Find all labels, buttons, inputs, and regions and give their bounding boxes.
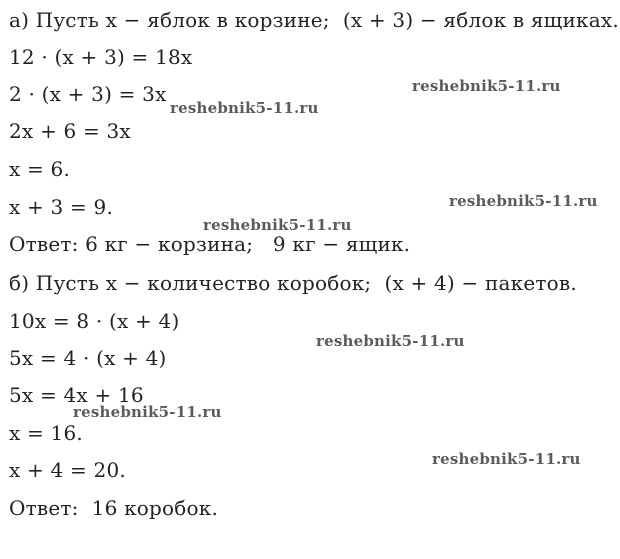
part-b-step-2: 5x = 4 · (x + 4) (9, 346, 167, 370)
part-b-step-4: x = 16. (9, 421, 83, 445)
watermark: reshebnik5-11.ru (170, 99, 319, 117)
part-a-intro: а) Пусть x − яблок в корзине; (x + 3) − яблок в ящиках. (9, 8, 619, 32)
part-b-step-1: 10x = 8 · (x + 4) (9, 309, 180, 333)
part-a-step-5: x + 3 = 9. (9, 195, 114, 219)
part-b-intro: б) Пусть x − количество коробок; (x + 4) − пакетов. (9, 271, 577, 295)
part-a-step-2: 2 · (x + 3) = 3x (9, 82, 167, 106)
watermark: reshebnik5-11.ru (449, 192, 598, 210)
watermark: reshebnik5-11.ru (412, 77, 561, 95)
watermark: reshebnik5-11.ru (316, 332, 465, 350)
watermark: reshebnik5-11.ru (73, 403, 222, 421)
part-a-step-3: 2x + 6 = 3x (9, 119, 131, 143)
watermark: reshebnik5-11.ru (432, 450, 581, 468)
part-b-step-3: 5x = 4x + 16 (9, 383, 144, 407)
watermark: reshebnik5-11.ru (203, 216, 352, 234)
part-b-answer: Ответ: 16 коробок. (9, 496, 219, 520)
part-b-step-5: x + 4 = 20. (9, 458, 126, 482)
part-a-answer: Ответ: 6 кг − корзина; 9 кг − ящик. (9, 232, 411, 256)
part-a-step-1: 12 · (x + 3) = 18x (9, 45, 193, 69)
part-a-step-4: x = 6. (9, 157, 71, 181)
